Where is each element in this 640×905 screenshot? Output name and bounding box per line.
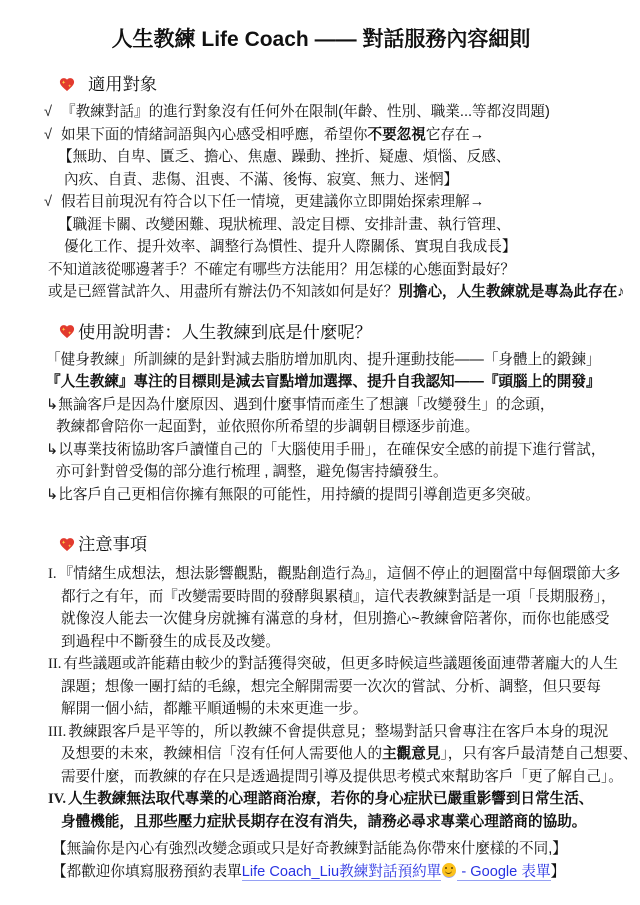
section-notes-lines [44, 563, 638, 833]
booking-form-link[interactable]: Life Coach_Liu教練對話預約單 [241, 863, 442, 880]
check-mark-icon: √ [44, 104, 53, 120]
text-line [44, 484, 604, 507]
text-line [44, 146, 604, 169]
text-segment: 「健身教練」所訓練的是針對減去脂肪增加肌肉、提升運動技能——「身體上的鍛鍊」 [46, 351, 601, 368]
section-manual-lines [44, 349, 604, 507]
text-line [44, 721, 609, 744]
text-segment: 有些議題或許能藉由較少的對話獲得突破，但更多時候這些議題後面連帶著龐大的人生 [63, 656, 618, 672]
text-line [44, 766, 623, 789]
text-segment: 優化工作、提升效率、調整行為慣性、提升人際關係、實現自我成長】 [64, 239, 517, 255]
sparkling-heart-icon [58, 76, 76, 93]
smiley-emoji-icon [442, 863, 456, 878]
text-segment: 『情緒生成想法，想法影響觀點，觀點創造行為』，這個不停止的迴圈當中每個環節大多 [58, 566, 621, 582]
text-segment: 它存在→ [425, 126, 485, 143]
text-segment: 主觀意見 [382, 746, 441, 762]
text-segment: 或是已經嘗試許久、用盡所有辦法仍不知該如何是好？ [48, 284, 399, 300]
section-heading-notes [44, 532, 604, 556]
text-segment: 如果下面的情緒詞語與內心感受相呼應，希望你 [61, 126, 368, 143]
footer-lines [44, 838, 604, 883]
text-segment: 及想要的未來，教練相信「沒有任何人需要他人的 [61, 746, 383, 762]
text-line [44, 169, 604, 192]
text-segment: 就像沒人能去一次健身房就擁有滿意的身材，但別擔心~教練會陪著你，而你也能感受 [61, 611, 610, 627]
section-notes [44, 532, 638, 833]
text-line [44, 586, 616, 609]
text-segment: 【無論你是內心有強烈改變念頭或只是好奇教練對話能為你帶來什麼樣的不同,】 [52, 841, 567, 857]
roman-numeral-marker: III. [48, 723, 67, 740]
section-heading-text: 注意事項 [78, 534, 148, 554]
text-line [44, 214, 604, 237]
text-segment: 『人生教練』專注的目標則是減去盲點增加選擇、提升自我認知——『頭腦上的開發』 [46, 374, 601, 390]
text-segment: 」，只有客戶最清楚自己想要、 [440, 746, 638, 762]
text-segment: 『教練對話』的進行對象沒有任何外在限制(年齡、性別、職業...等都沒問題) [61, 104, 550, 120]
text-segment: ↳無論客戶是因為什麼原因、遇到什麼事情而產生了想讓「改變發生」的念頭， [46, 396, 555, 413]
text-segment: 別擔心，人生教練就是專為此存在♪ [398, 284, 625, 300]
text-line [44, 698, 604, 721]
text-segment: 到過程中不斷發生的成長及改變。 [61, 633, 280, 650]
section-heading-text: 適用對象 [88, 74, 158, 94]
text-line [44, 788, 604, 811]
text-segment: 【無助、自卑、匱乏、擔心、焦慮、躁動、挫折、疑慮、煩惱、反感、 [58, 149, 511, 165]
text-segment: 】 [550, 863, 566, 880]
text-segment: 【職涯卡關、改變困難、現狀梳理、設定目標、安排計畫、執行管理、 [58, 216, 511, 233]
section-user-manual [44, 320, 604, 507]
sparkling-heart-icon [58, 536, 76, 553]
roman-numeral-marker: IV. [48, 791, 66, 807]
text-segment: 解開一個小結，都離平順通暢的未來更進一步。 [61, 701, 368, 717]
text-line [44, 838, 604, 861]
text-line [44, 631, 604, 654]
text-line [44, 563, 621, 586]
roman-numeral-marker: I. [48, 566, 57, 582]
text-segment: 身體機能，且那些壓力症狀長期存在沒有消失，請務必尋求專業心理諮商的協助。 [61, 813, 587, 830]
text-segment: 人生教練無法取代專業的心理諮商治療，若你的身心症狀已嚴重影響到日常生活、 [68, 791, 594, 807]
text-segment: ↳比客戶自己更相信你擁有無限的可能性，用持續的提問引導創造更多突破。 [46, 486, 540, 503]
text-segment: 不知道該從哪邊著手？不確定有哪些方法能用？用怎樣的心態面對最好？ [48, 261, 516, 278]
text-segment: ↳以專業技術協助客戶讀懂自己的「大腦使用手冊」，在確保安全感的前提下進行嘗試， [46, 441, 606, 458]
text-segment: 【都歡迎你填寫服務預約表單 [52, 863, 242, 880]
text-line [44, 101, 604, 124]
sparkling-heart-icon [58, 323, 76, 340]
text-line [44, 461, 604, 484]
text-segment: 教練跟客戶是平等的，所以教練不會提供意見；整場對話只會專注在客戶本身的現況 [68, 723, 609, 740]
text-segment: 不要忽視 [367, 126, 426, 143]
text-line [44, 653, 618, 676]
section-heading-manual [44, 320, 604, 344]
section-applicable-audience [44, 72, 625, 304]
text-line [44, 259, 604, 282]
roman-numeral-marker: II. [48, 656, 62, 672]
section-heading-audience [44, 72, 604, 96]
text-segment: 假若目前現況有符合以下任一情境，更建議你立即開始探索理解→ [61, 194, 485, 210]
text-line [44, 439, 604, 462]
text-segment: 課題；想像一團打結的毛線，想完全解開需要一次次的嘗試、分析、調整，但只要每 [61, 678, 601, 695]
section-audience-lines [44, 101, 625, 304]
footer-invitation [44, 838, 604, 883]
text-segment: 需要什麼，而教練的存在只是透過提問引導及提供思考模式來幫助客戶「更了解自己」。 [61, 768, 623, 785]
section-heading-text: 使用說明書：人生教練到底是什麼呢？ [78, 321, 372, 342]
text-segment: 都行之有年，而『改變需要時間的發酵與累積』，這代表教練對話是一項「長期服務」， [61, 588, 616, 605]
booking-form-link[interactable]: - Google 表單 [457, 863, 551, 880]
text-line [44, 191, 604, 214]
text-line [44, 811, 604, 834]
page-title: 人生教練 Life Coach —— 對話服務內容細則 [111, 28, 531, 51]
text-segment: 內疚、自責、悲傷、沮喪、不滿、後悔、寂寞、無力、迷惘】 [64, 171, 459, 188]
text-line [44, 236, 604, 259]
text-line [44, 371, 604, 394]
text-line [44, 416, 604, 439]
text-line [44, 743, 638, 766]
text-line [44, 676, 604, 699]
text-line [44, 124, 604, 147]
text-line [44, 861, 604, 884]
text-segment: 亦可針對曾受傷的部分進行梳理 , 調整，避免傷害持續發生。 [56, 464, 448, 480]
text-line [44, 608, 610, 631]
text-segment: 教練都會陪你一起面對，並依照你所希望的步調朝目標逐步前進。 [56, 419, 480, 435]
check-mark-icon: √ [44, 126, 53, 143]
check-mark-icon: √ [44, 194, 53, 210]
text-line [44, 281, 625, 304]
text-line [44, 349, 604, 372]
text-line [44, 394, 604, 417]
